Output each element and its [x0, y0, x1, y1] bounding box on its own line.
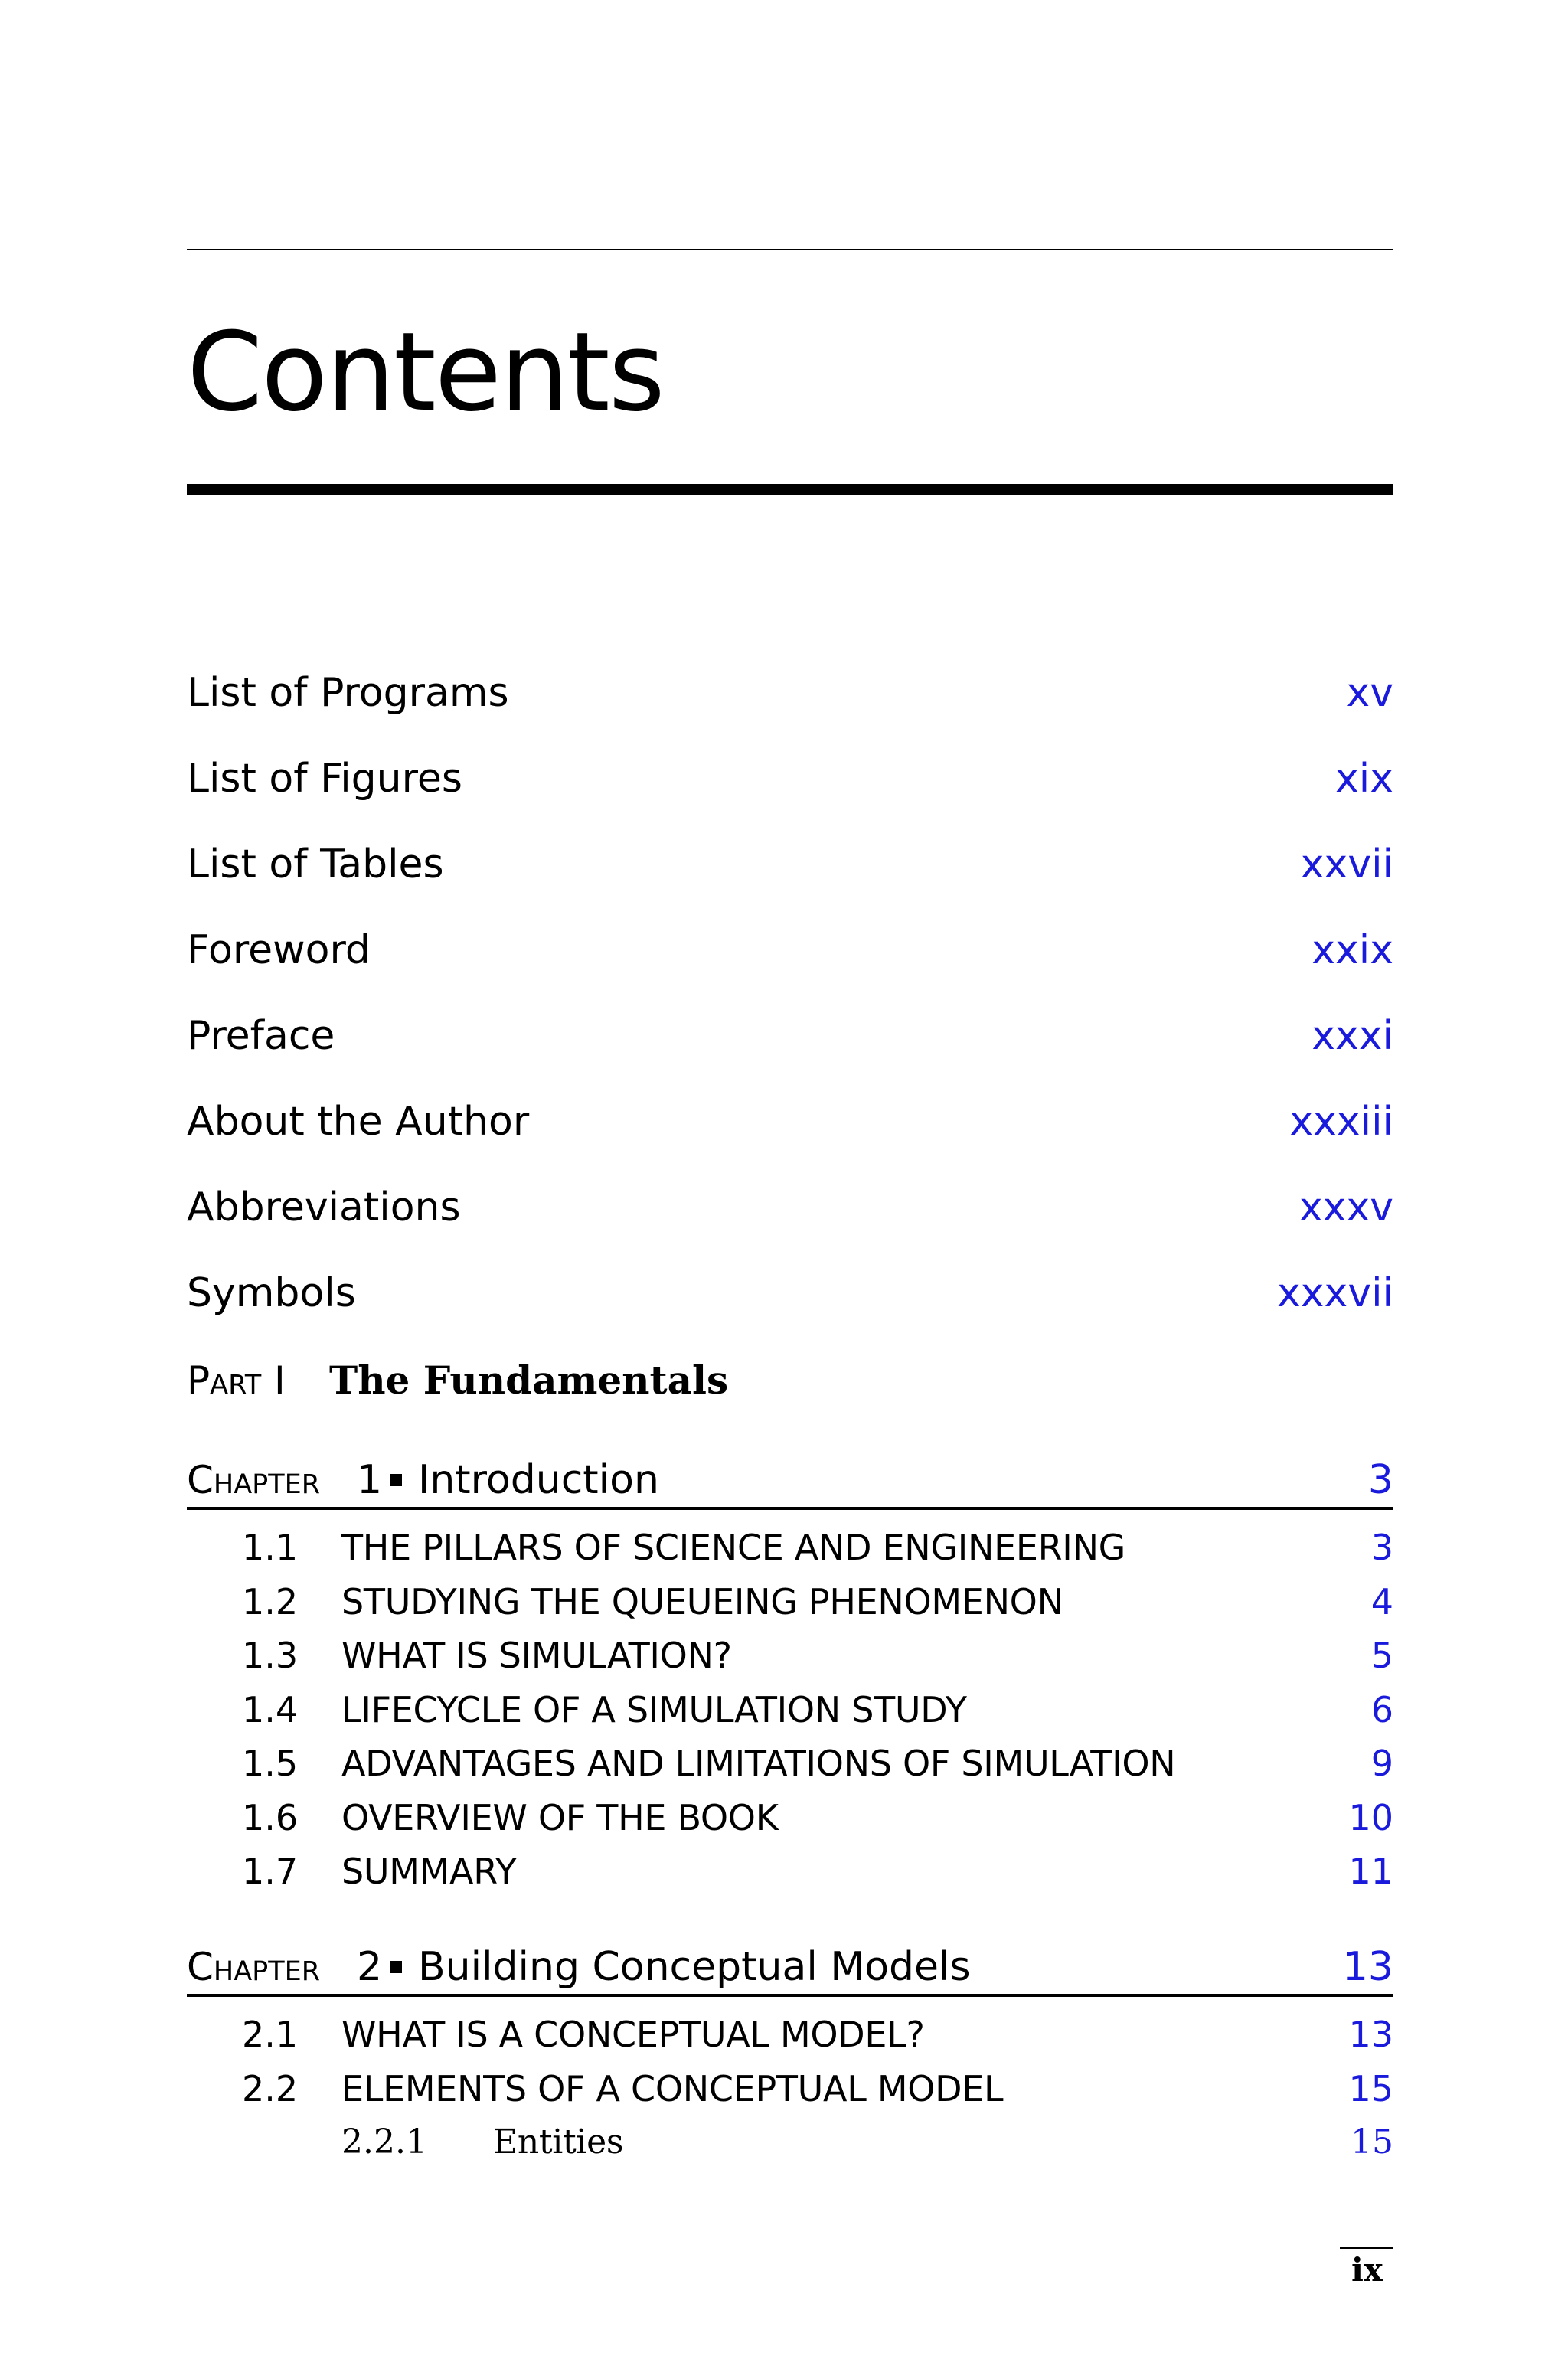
toc-entry-symbols[interactable] [187, 1266, 1393, 1352]
section-number: 1.3 [242, 1635, 299, 1676]
top-rule [187, 249, 1393, 250]
part-heading [187, 1354, 1393, 1407]
section-title: ADVANTAGES AND LIMITATIONS OF SIMULATION [341, 1743, 1176, 1784]
section-title: WHAT IS SIMULATION? [341, 1635, 732, 1676]
front-matter-list [187, 666, 1393, 1352]
section-number: 1.2 [242, 1580, 299, 1622]
section-title: THE PILLARS OF SCIENCE AND ENGINEERING [341, 1527, 1126, 1568]
chapter-title: Building Conceptual Models [418, 1944, 971, 1990]
toc-page-link[interactable]: 5 [1370, 1635, 1393, 1676]
toc-entry-label: List of Programs [187, 670, 509, 716]
toc-page-link[interactable]: xxvii [1300, 841, 1393, 887]
section-list [187, 1997, 1393, 2170]
toc-section-entry[interactable] [187, 1629, 1393, 1683]
section-list [187, 1510, 1393, 1899]
chapter-label: Chapter [187, 1458, 321, 1502]
toc-entry-label: Preface [187, 1013, 335, 1059]
section-number: 2.1 [242, 2014, 299, 2055]
section-title: SUMMARY [341, 1851, 517, 1892]
toc-page-link[interactable]: 11 [1348, 1851, 1393, 1892]
toc-page-link[interactable]: 6 [1370, 1688, 1393, 1730]
toc-page-link[interactable]: xv [1346, 670, 1393, 716]
section-number: 1.5 [242, 1743, 299, 1784]
page-number: ix [1351, 2251, 1383, 2289]
square-bullet-icon [390, 1474, 402, 1486]
toc-entry-abbreviations[interactable] [187, 1181, 1393, 1266]
toc-entry-label: List of Tables [187, 841, 444, 887]
toc-entry-foreword[interactable] [187, 923, 1393, 1009]
chapter-title: Introduction [418, 1457, 659, 1503]
toc-entry-list-of-programs[interactable] [187, 666, 1393, 752]
toc-page-link[interactable]: xxxi [1312, 1013, 1393, 1059]
chapter-label: Chapter [187, 1945, 321, 1989]
toc-subsection-entry[interactable] [187, 2116, 1393, 2170]
chapter-heading[interactable] [187, 1453, 1393, 1510]
toc-entry-preface[interactable] [187, 1009, 1393, 1095]
section-number: 1.7 [242, 1851, 299, 1892]
part-number: I [274, 1358, 286, 1403]
part-label: Part [187, 1358, 262, 1403]
part-title: The Fundamentals [329, 1358, 729, 1403]
chapter-1 [187, 1453, 1393, 1899]
toc-page-link[interactable]: xix [1335, 756, 1393, 802]
toc-entry-list-of-figures[interactable] [187, 752, 1393, 838]
chapter-2 [187, 1940, 1393, 2170]
toc-section-entry[interactable] [187, 1521, 1393, 1575]
toc-page-link[interactable]: xxix [1312, 927, 1393, 973]
toc-page-link[interactable]: 10 [1348, 1796, 1393, 1838]
toc-page [187, 0, 1393, 2369]
toc-section-entry[interactable] [187, 1845, 1393, 1899]
toc-page-link[interactable]: 3 [1367, 1457, 1393, 1503]
toc-entry-label: Symbols [187, 1270, 356, 1316]
toc-page-link[interactable]: xxxiii [1289, 1099, 1393, 1145]
chapter-heading[interactable] [187, 1940, 1393, 1997]
square-bullet-icon [390, 1961, 402, 1973]
toc-section-entry[interactable] [187, 2008, 1393, 2062]
toc-page-link[interactable]: 15 [1348, 2067, 1393, 2109]
section-title: LIFECYCLE OF A SIMULATION STUDY [341, 1688, 967, 1730]
toc-section-entry[interactable] [187, 1683, 1393, 1737]
toc-page-link[interactable]: 15 [1351, 2122, 1393, 2162]
toc-page-link[interactable]: 3 [1370, 1527, 1393, 1568]
toc-page-link[interactable]: 4 [1370, 1580, 1393, 1622]
section-number: 1.6 [242, 1796, 299, 1838]
toc-section-entry[interactable] [187, 1791, 1393, 1845]
section-title: OVERVIEW OF THE BOOK [341, 1796, 779, 1838]
toc-page-link[interactable]: 13 [1348, 2014, 1393, 2055]
toc-entry-label: List of Figures [187, 756, 462, 802]
toc-section-entry[interactable] [187, 1737, 1393, 1791]
toc-entry-label: Abbreviations [187, 1184, 461, 1230]
page-title: Contents [187, 309, 664, 436]
chapter-number: 1 [357, 1457, 383, 1503]
toc-section-entry[interactable] [187, 1575, 1393, 1629]
toc-page-link[interactable]: 9 [1370, 1743, 1393, 1784]
subsection-title: Entities [493, 2122, 624, 2162]
toc-section-entry[interactable] [187, 2062, 1393, 2116]
toc-page-link[interactable]: xxxvii [1277, 1270, 1393, 1316]
toc-page-link[interactable]: xxxv [1298, 1184, 1393, 1230]
toc-entry-about-the-author[interactable] [187, 1095, 1393, 1181]
section-title: ELEMENTS OF A CONCEPTUAL MODEL [341, 2067, 1004, 2109]
title-rule [187, 484, 1393, 495]
section-title: STUDYING THE QUEUEING PHENOMENON [341, 1580, 1063, 1622]
chapter-number: 2 [357, 1944, 383, 1990]
folio-rule [1340, 2247, 1393, 2249]
toc-page-link[interactable]: 13 [1342, 1944, 1393, 1990]
section-number: 1.1 [242, 1527, 299, 1568]
toc-entry-label: Foreword [187, 927, 371, 973]
subsection-number: 2.2.1 [341, 2122, 427, 2162]
section-title: WHAT IS A CONCEPTUAL MODEL? [341, 2014, 925, 2055]
section-number: 2.2 [242, 2067, 299, 2109]
section-number: 1.4 [242, 1688, 299, 1730]
toc-entry-list-of-tables[interactable] [187, 838, 1393, 923]
toc-entry-label: About the Author [187, 1099, 530, 1145]
